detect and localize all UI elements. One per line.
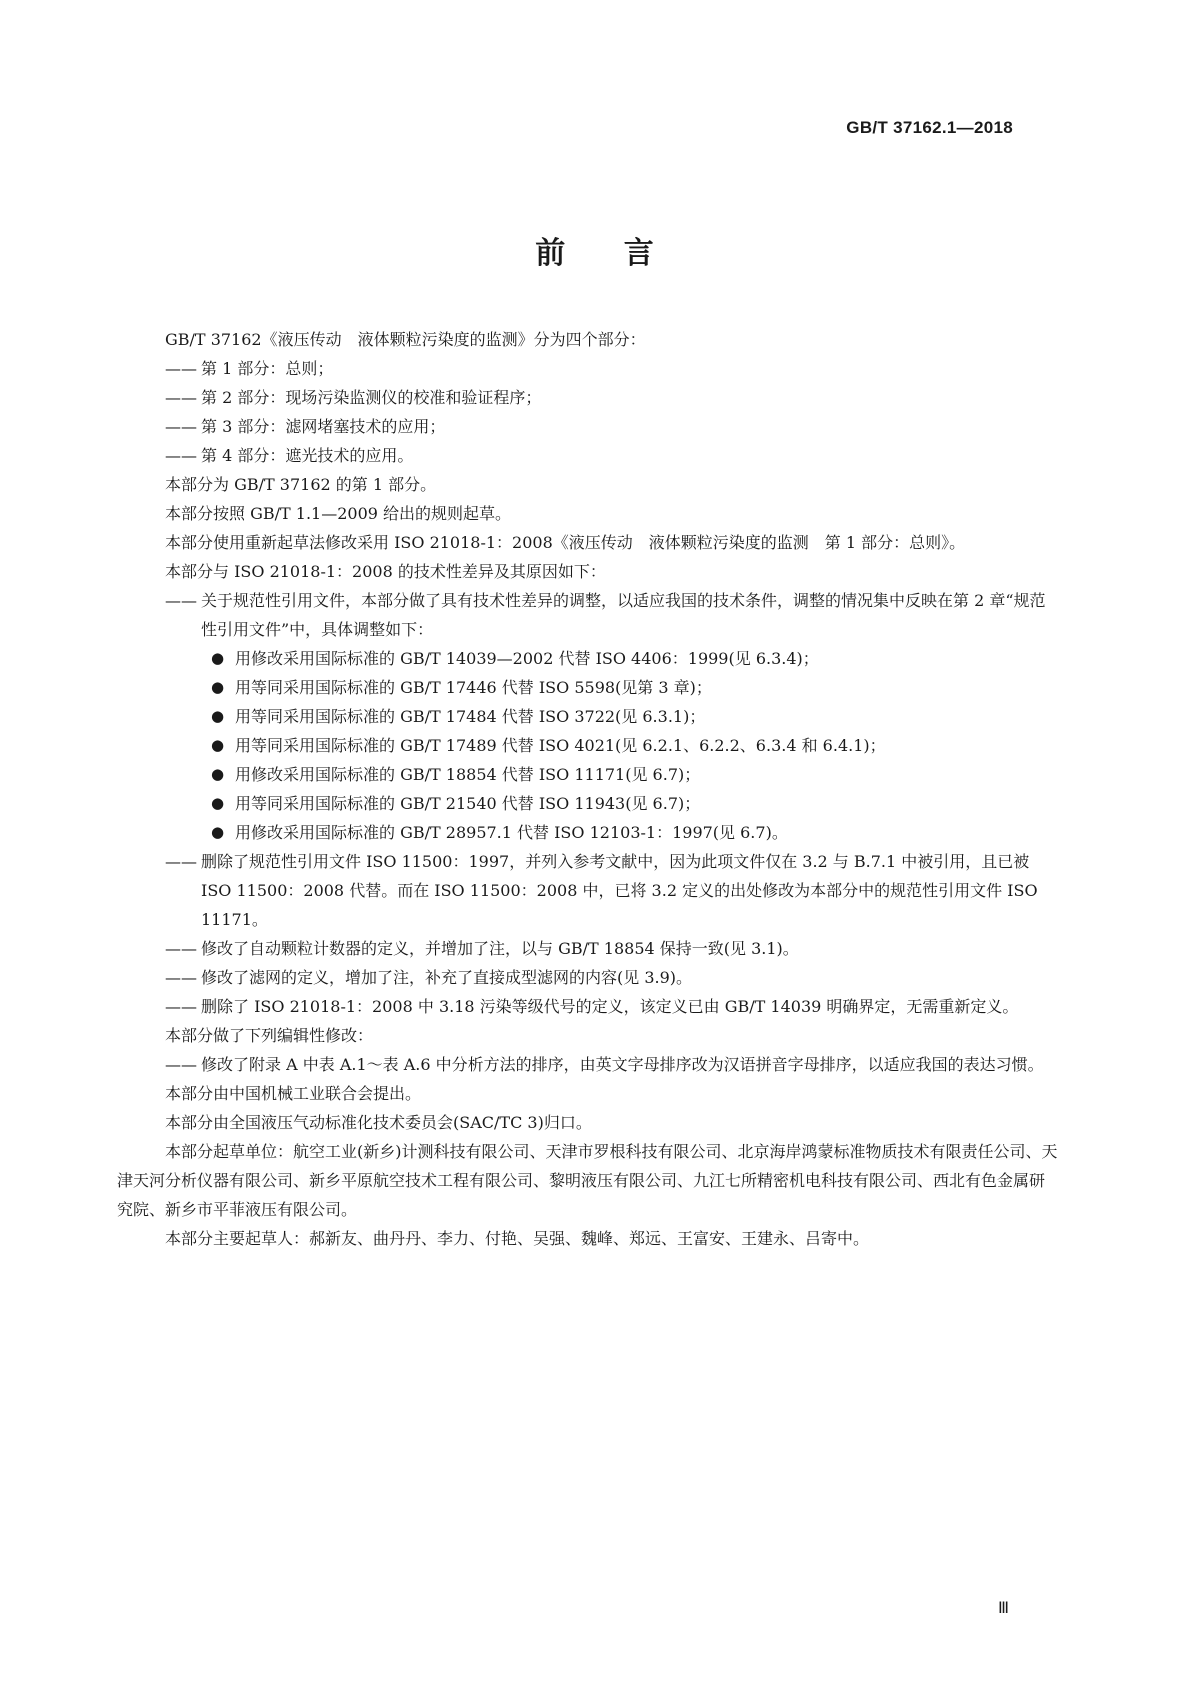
paragraph: 本部分由全国液压气动标准化技术委员会(SAC/TC 3)归口。 [165, 1113, 592, 1132]
bullet-item [117, 673, 1059, 702]
bullet-icon: ● [211, 765, 225, 783]
list-item-text: 删除了 ISO 21018-1：2008 中 3.18 污染等级代号的定义，该定义已由 GB/T 14039 明确界定，无需重新定义。 [201, 997, 1019, 1016]
bullet-item [117, 702, 1059, 731]
list-item-part3 [117, 412, 1059, 441]
bullet-text: 用等同采用国际标准的 GB/T 17484 代替 ISO 3722(见 6.3.1)； [235, 707, 706, 726]
dash-marker: —— [165, 939, 197, 958]
bullet-item [117, 760, 1059, 789]
bullet-text: 用等同采用国际标准的 GB/T 17489 代替 ISO 4021(见 6.2.1、6.2.2、6.3.4 和 6.4.1)； [235, 736, 886, 755]
list-item-diff4 [117, 963, 1059, 992]
list-item-text: 第 1 部分：总则； [201, 359, 334, 378]
list-item-text: 删除了规范性引用文件 ISO 11500：1997，并列入参考文献中，因为此项文件仅在 3.2 与 B.7.1 中被引用，且已被 ISO 11500：2008 代替。而在 ISO 11500：2008 中，已将 3.2 定义的出处修改为本部分中的规范性引用文件 ISO 11171。 [201, 852, 1038, 929]
bullet-icon: ● [211, 736, 225, 754]
document-body [117, 325, 1059, 1253]
page-title: 前 言 [535, 236, 656, 271]
paragraph-drafting-units: 本部分起草单位：航空工业(新乡)计测科技有限公司、天津市罗根科技有限公司、北京海岸鸿蒙标准物质技术有限责任公司、天津天河分析仪器有限公司、新乡平原航空技术工程有限公司、黎明液压有限公司、九江七所精密机电科技有限公司、西北有色金属研究院、新乡市平菲液压有限公司。 [117, 1142, 1058, 1219]
bullet-item [117, 731, 1059, 760]
page-number: Ⅲ [997, 1600, 1009, 1617]
paragraph: 本部分按照 GB/T 1.1—2009 给出的规则起草。 [165, 504, 512, 523]
list-item-part2 [117, 383, 1059, 412]
list-item-diff5 [117, 992, 1059, 1021]
paragraph: 本部分由中国机械工业联合会提出。 [165, 1084, 422, 1103]
list-item-text: 修改了自动颗粒计数器的定义，并增加了注，以与 GB/T 18854 保持一致(见 3.1)。 [201, 939, 799, 958]
standard-code: GB/T 37162.1—2018 [846, 118, 1013, 137]
bullet-icon: ● [211, 707, 225, 725]
paragraph-intro: GB/T 37162《液压传动 液体颗粒污染度的监测》分为四个部分： [165, 330, 646, 349]
list-item-diff1 [117, 586, 1059, 644]
paragraph: 本部分与 ISO 21018-1：2008 的技术性差异及其原因如下： [165, 562, 606, 581]
paragraph: 本部分使用重新起草法修改采用 ISO 21018-1：2008《液压传动 液体颗粒污染度的监测 第 1 部分：总则》。 [165, 533, 966, 552]
bullet-icon: ● [211, 823, 225, 841]
list-item-part1 [117, 354, 1059, 383]
dash-marker: —— [165, 997, 197, 1016]
bullet-text: 用修改采用国际标准的 GB/T 14039—2002 代替 ISO 4406：1999(见 6.3.4)； [235, 649, 819, 668]
list-item-text: 第 4 部分：遮光技术的应用。 [201, 446, 414, 465]
list-item-text: 关于规范性引用文件，本部分做了具有技术性差异的调整，以适应我国的技术条件，调整的情况集中反映在第 2 章“规范性引用文件”中，具体调整如下： [201, 591, 1046, 639]
list-item-edit1 [117, 1050, 1059, 1079]
dash-marker: —— [165, 1055, 197, 1074]
paragraph-drafters: 本部分主要起草人：郝新友、曲丹丹、李力、付艳、吴强、魏峰、郑远、王富安、王建永、吕寄中。 [165, 1229, 870, 1248]
list-item-diff3 [117, 934, 1059, 963]
bullet-item [117, 789, 1059, 818]
list-item-text: 修改了滤网的定义，增加了注，补充了直接成型滤网的内容(见 3.9)。 [201, 968, 693, 987]
paragraph: 本部分做了下列编辑性修改： [165, 1026, 374, 1045]
bullet-text: 用等同采用国际标准的 GB/T 21540 代替 ISO 11943(见 6.7)； [235, 794, 701, 813]
dash-marker: —— [165, 446, 197, 465]
bullet-item [117, 818, 1059, 847]
bullet-icon: ● [211, 794, 225, 812]
bullet-list [117, 644, 1059, 847]
dash-marker: —— [165, 968, 197, 987]
bullet-text: 用修改采用国际标准的 GB/T 18854 代替 ISO 11171(见 6.7)； [235, 765, 701, 784]
bullet-text: 用等同采用国际标准的 GB/T 17446 代替 ISO 5598(见第 3 章)； [235, 678, 712, 697]
dash-marker: —— [165, 388, 197, 407]
bullet-item [117, 644, 1059, 673]
paragraph: 本部分为 GB/T 37162 的第 1 部分。 [165, 475, 437, 494]
dash-marker: —— [165, 359, 197, 378]
bullet-icon: ● [211, 678, 225, 696]
list-item-text: 第 3 部分：滤网堵塞技术的应用； [201, 417, 446, 436]
dash-marker: —— [165, 591, 197, 610]
list-item-text: 修改了附录 A 中表 A.1～表 A.6 中分析方法的排序，由英文字母排序改为汉语拼音字母排序，以适应我国的表达习惯。 [201, 1055, 1044, 1074]
list-item-part4 [117, 441, 1059, 470]
bullet-text: 用修改采用国际标准的 GB/T 28957.1 代替 ISO 12103-1：1997(见 6.7)。 [235, 823, 788, 842]
list-item-text: 第 2 部分：现场污染监测仪的校准和验证程序； [201, 388, 542, 407]
dash-marker: —— [165, 852, 197, 871]
bullet-icon: ● [211, 649, 225, 667]
list-item-diff2 [117, 847, 1059, 934]
dash-marker: —— [165, 417, 197, 436]
